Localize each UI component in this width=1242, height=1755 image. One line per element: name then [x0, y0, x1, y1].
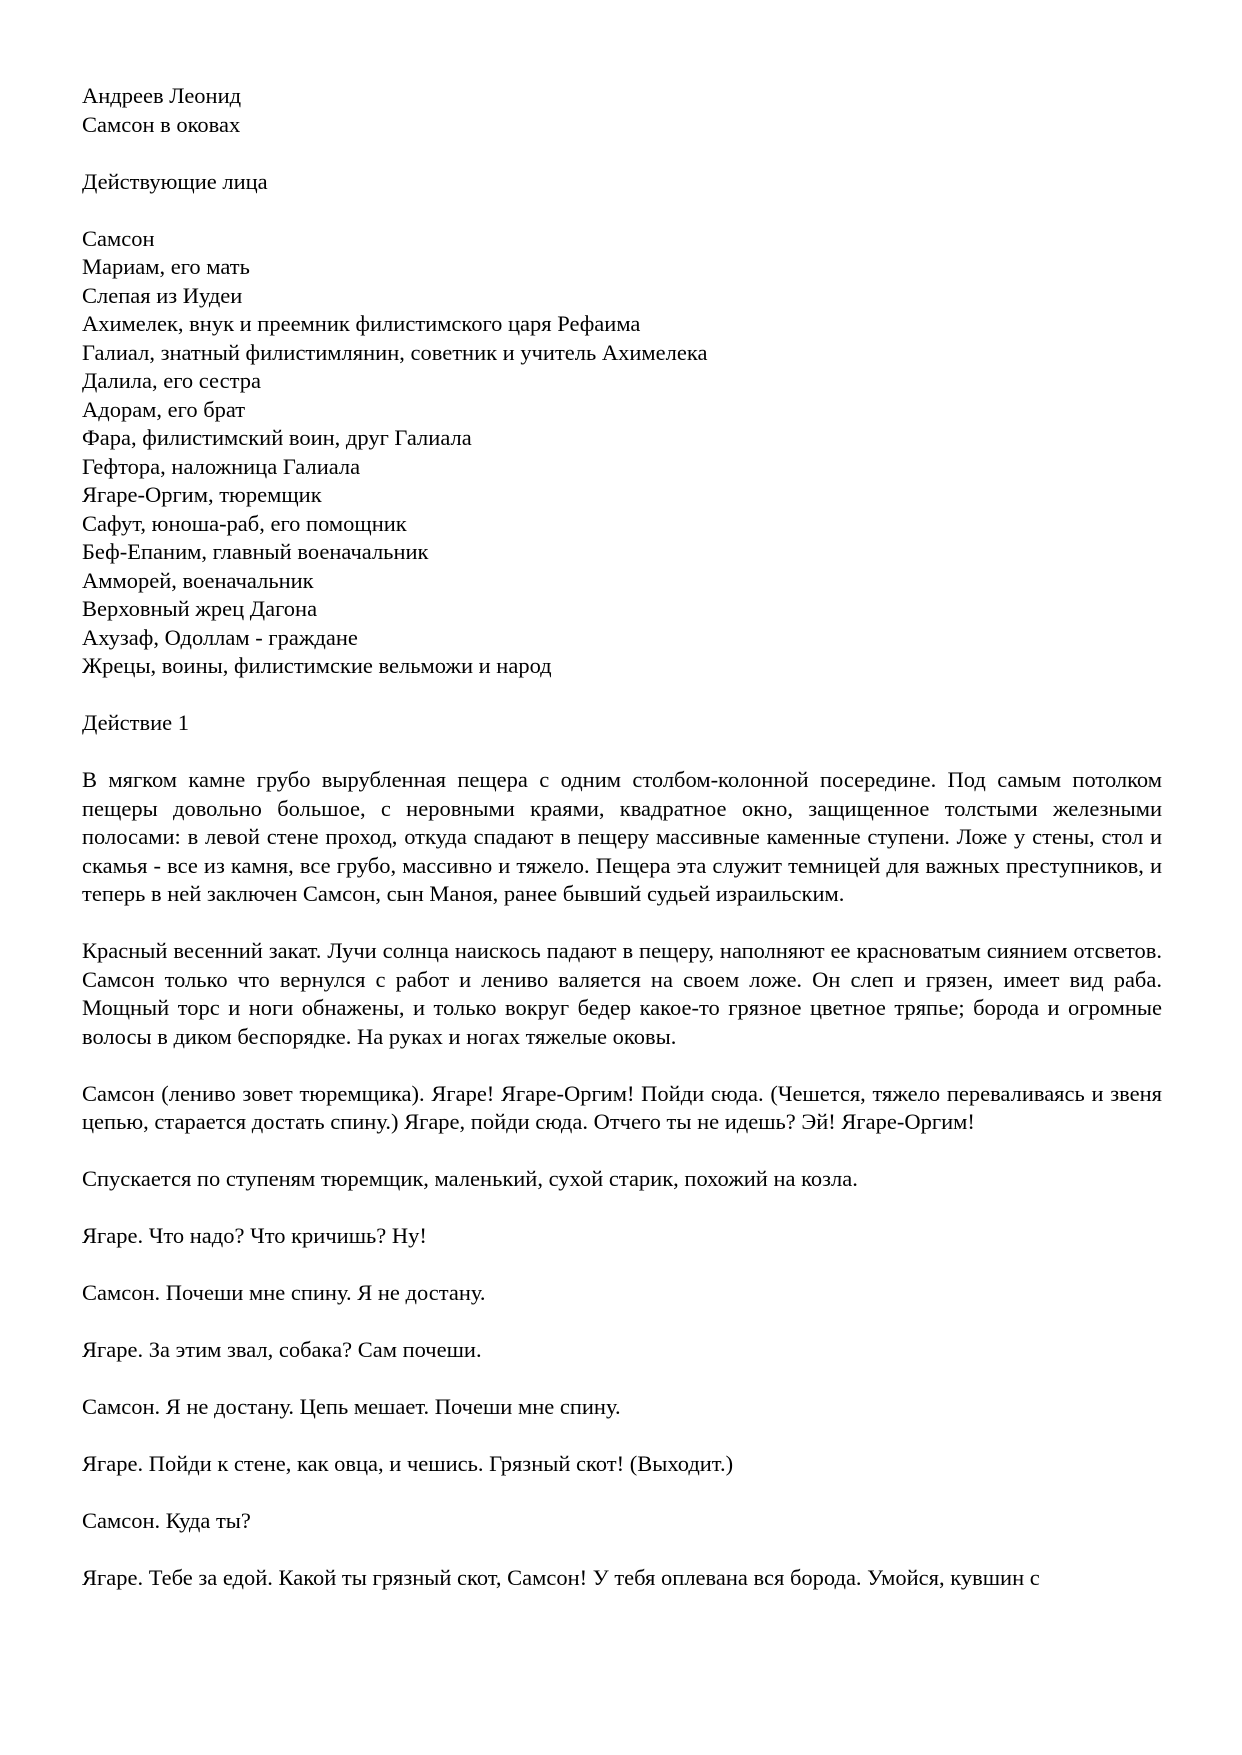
- cast-item: Мариам, его мать: [82, 254, 250, 279]
- author-name: Андреев Леонид: [82, 83, 242, 108]
- document-header: [82, 82, 1162, 139]
- paragraph-text: Ягаре. Что надо? Что кричишь? Ну!: [82, 1223, 427, 1248]
- paragraph-text: Ягаре. За этим звал, собака? Сам почеши.: [82, 1337, 482, 1362]
- cast-item: Амморей, военачальник: [82, 567, 314, 593]
- stage-direction-paragraph: [82, 1165, 1162, 1194]
- dialogue-paragraph: [82, 1279, 1162, 1308]
- dialogue-paragraph: [82, 1507, 1162, 1536]
- dialogue-paragraph: [82, 1080, 1162, 1137]
- paragraph-text: Самсон (лениво зовет тюремщика). Ягаре! Ягаре-Оргим! Пойди сюда. (Чешется, тяжело переваливаясь и звеня цепью, старается достать спину.) Ягаре, пойди сюда. Отчего ты не идешь? Эй! Ягаре-Оргим!: [82, 1080, 1162, 1134]
- cast-heading-block: [82, 168, 1162, 197]
- dialogue-paragraph: [82, 1450, 1162, 1479]
- act-heading: Действие 1: [82, 710, 189, 735]
- cast-item: Самсон: [82, 225, 155, 251]
- work-title: Самсон в оковах: [82, 111, 241, 137]
- stage-direction-paragraph: [82, 937, 1162, 1051]
- dialogue-paragraph: [82, 1336, 1162, 1365]
- cast-item: Жрецы, воины, филистимские вельможи и народ: [82, 653, 552, 678]
- cast-heading: Действующие лица: [82, 168, 268, 194]
- cast-item: Беф-Епаним, главный военачальник: [82, 539, 429, 564]
- paragraph-text: Красный весенний закат. Лучи солнца наискось падают в пещеру, наполняют ее красноватым сиянием отсветов. Самсон только что вернулся с работ и лениво валяется на своем ложе. Он слеп и грязен, имеет вид раба. Мощный торс и ноги обнажены, и только вокруг бедер какое-то грязное цветное тряпье; борода и огромные волосы в диком беспорядке. На руках и ногах тяжелые оковы.: [82, 938, 1162, 1049]
- cast-item: Гефтора, наложница Галиала: [82, 453, 361, 479]
- paragraph-text: Самсон. Куда ты?: [82, 1508, 251, 1533]
- cast-item: Далила, его сестра: [82, 368, 261, 393]
- stage-direction-paragraph: [82, 766, 1162, 909]
- act-heading-block: [82, 709, 1162, 738]
- cast-item: Галиал, знатный филистимлянин, советник и учитель Ахимелека: [82, 339, 708, 365]
- cast-item: Фара, филистимский воин, друг Галиала: [82, 425, 472, 450]
- cast-item: Слепая из Иудеи: [82, 282, 243, 308]
- paragraph-text: Самсон. Почеши мне спину. Я не достану.: [82, 1280, 486, 1305]
- dialogue-paragraph: [82, 1222, 1162, 1251]
- paragraph-text: Ягаре. Тебе за едой. Какой ты грязный скот, Самсон! У тебя оплевана вся борода. Умойся, кувшин с: [82, 1565, 1040, 1590]
- paragraph-text: Самсон. Я не достану. Цепь мешает. Почеши мне спину.: [82, 1394, 621, 1419]
- cast-list: [82, 225, 1162, 681]
- document-page: [82, 82, 1162, 1621]
- paragraph-text: Спускается по ступеням тюремщик, маленький, сухой старик, похожий на козла.: [82, 1166, 858, 1191]
- paragraph-text: Ягаре. Пойди к стене, как овца, и чешись. Грязный скот! (Выходит.): [82, 1451, 734, 1476]
- cast-item: Ахузаф, Одоллам - граждане: [82, 624, 358, 650]
- cast-item: Сафут, юноша-раб, его помощник: [82, 510, 407, 536]
- cast-item: Верховный жрец Дагона: [82, 596, 318, 621]
- cast-item: Ахимелек, внук и преемник филистимского царя Рефаима: [82, 311, 641, 336]
- cast-item: Адорам, его брат: [82, 396, 246, 422]
- paragraph-text: В мягком камне грубо вырубленная пещера с одним столбом-колонной посередине. Под самым потолком пещеры довольно большое, с неровными краями, квадратное окно, защищенное толстыми железными полосами: в левой стене проход, откуда спадают в пещеру массивные каменные ступени. Ложе у стены, стол и скамья - все из камня, все грубо, массивно и тяжело. Пещера эта служит темницей для важных преступников, и теперь в ней заключен Самсон, сын Маноя, ранее бывший судьей израильским.: [82, 767, 1162, 906]
- cast-item: Ягаре-Оргим, тюремщик: [82, 482, 322, 507]
- dialogue-paragraph: [82, 1393, 1162, 1422]
- dialogue-paragraph: [82, 1564, 1162, 1593]
